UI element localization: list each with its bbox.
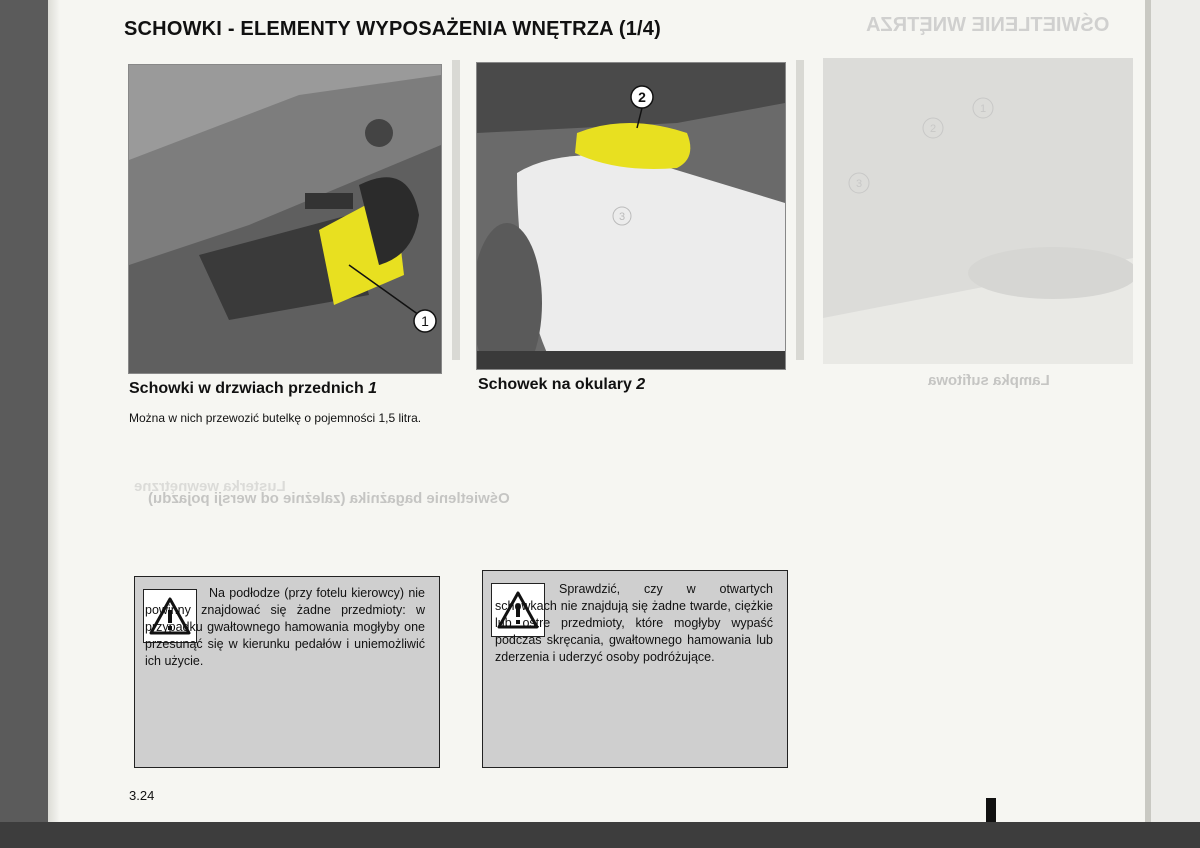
figure2-caption — [478, 376, 645, 394]
column-divider-right — [796, 60, 804, 360]
figure1-callout: 1 — [421, 313, 429, 329]
scan-background — [0, 822, 1200, 848]
bleed-through-title: OŚWIETLENIE WNĘTRZA — [866, 14, 1110, 36]
bleed-through-photo — [823, 58, 1133, 364]
bleed-heading-2: Oświetlenie bagażnika (zależnie od wersji pojazdu) — [148, 490, 510, 507]
figure1-caption-number: 1 — [368, 380, 378, 397]
bleed-heading-3: Lusterka wewnętrzne — [134, 478, 286, 495]
figure1-photo — [128, 64, 442, 374]
figure1-body: Można w nich przewozić butelkę o pojemności 1,5 litra. — [129, 411, 422, 425]
warning-1-text: Na podłodze (przy fotelu kierowcy) nie powinny znajdować się żadne przedmioty: w przypadku gwałtownego hamowania mogłyby one przesunąć się w kierunku pedałów i uniemożliwić ich użycie. — [145, 586, 425, 668]
bleed-callout-3: 3 — [855, 178, 863, 190]
figure2-callout-2: 2 — [638, 89, 646, 105]
figure1-caption — [129, 380, 377, 398]
figure2-photo — [476, 62, 786, 370]
figure1-caption-text: Schowki w drzwiach przednich — [129, 380, 364, 397]
sunglasses-holder-illustration — [477, 63, 785, 369]
bleed-heading-1: Lampka sufitowa — [928, 372, 1050, 389]
figure2-caption-text: Schowek na okulary — [478, 376, 632, 393]
chapter-marker — [986, 798, 996, 822]
column-divider-left — [452, 60, 460, 360]
door-pocket-illustration — [129, 65, 441, 373]
facing-page-edge — [1145, 0, 1200, 822]
bleed-callout-2: 2 — [929, 123, 937, 135]
bleed-callout-1: 1 — [979, 103, 987, 115]
warning-2-text: Sprawdzić, czy w otwartych schowkach nie znajdują się żadne twarde, ciężkie lub ostre przedmioty, które mogłyby wypaść podczas skręcania, gwałtownego hamowania lub zderzenia i uderzyć osoby podróżujące. — [495, 582, 773, 664]
page-fold-shadow — [48, 0, 60, 822]
warning-box-1 — [134, 576, 440, 768]
page-number: 3.24 — [129, 788, 155, 803]
page-title: SCHOWKI - ELEMENTY WYPOSAŻENIA WNĘTRZA (1/4) — [124, 18, 661, 40]
warning-box-2 — [482, 570, 788, 768]
manual-page — [48, 0, 1145, 822]
bleed-through-illustration — [823, 58, 1133, 364]
figure2-callout-3: 3 — [618, 211, 626, 223]
figure2-caption-number: 2 — [636, 376, 646, 393]
